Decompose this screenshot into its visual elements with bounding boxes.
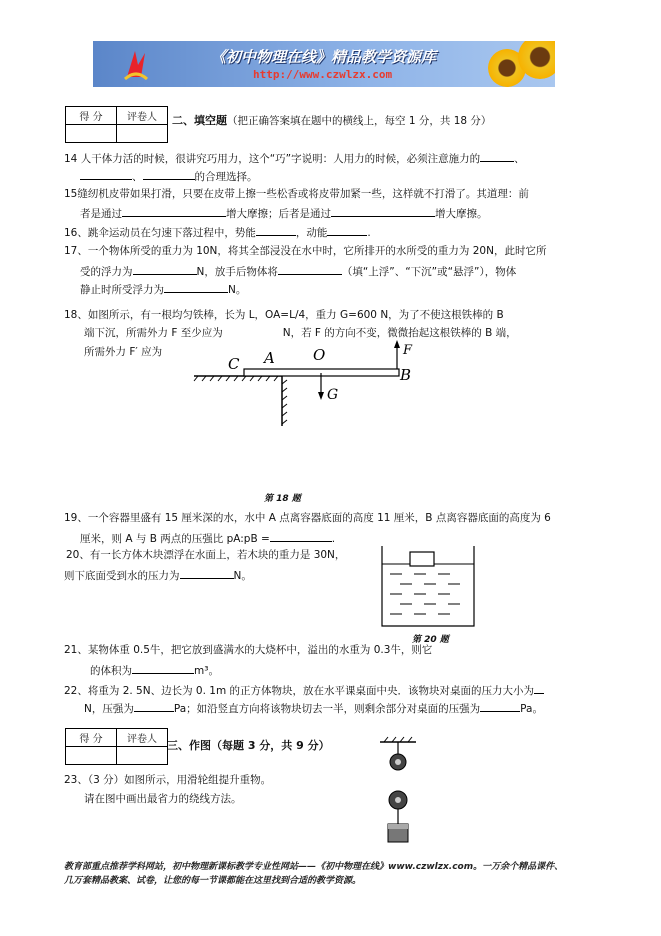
question-20-cont: 则下底面受到水的压力为 N。 [64, 567, 252, 583]
score-label: 得 分 [66, 729, 117, 747]
footer-line-2: 几万套精品教案、试卷，让您的每一节课都能在这里找到合适的教学资源。 [64, 876, 362, 886]
score-cell[interactable] [66, 747, 117, 765]
answer-blank[interactable] [270, 530, 332, 542]
banner-title: 《初中物理在线》精品教学资源库 [211, 48, 437, 66]
section-2-header [172, 112, 491, 128]
score-table [65, 728, 168, 765]
figure-18-caption: 第 18 题 [264, 494, 301, 504]
question-19-cont: 厘米，则 A 与 B 两点的压强比 pA:pB = . [80, 530, 335, 546]
label-a: A [264, 349, 275, 367]
answer-blank[interactable] [134, 700, 174, 712]
question-21: 21、某物体重 0.5牛，把它放到盛满水的大烧杯中，溢出的水重为 0.3牛，则它 [64, 644, 433, 656]
question-14: 14 人干体力活的时候，很讲究巧用力，这个“巧”字说明：人用力的时候，必须注意施力的 、 [64, 150, 525, 166]
label-b: B [400, 366, 412, 384]
label-o: O [313, 346, 326, 364]
question-19: 19、一个容器里盛有 15 厘米深的水，水中 A 点离容器底面的高度 11 厘米，B 点离容器底面的高度为 6 [64, 512, 551, 524]
question-15-cont: 者是通过 增大摩擦；后者是通过 增大摩擦。 [80, 205, 488, 221]
score-cell[interactable] [66, 125, 117, 143]
question-14-cont: 、 的合理选择。 [80, 168, 258, 184]
pulley-figure [376, 736, 426, 848]
section-2-note: （把正确答案填在题中的横线上，每空 1 分，共 18 分） [227, 115, 492, 127]
answer-blank[interactable] [80, 168, 132, 180]
banner-url[interactable]: http://www.czwlzx.com [253, 68, 393, 81]
label-g: G [327, 387, 339, 403]
grader-cell[interactable] [117, 747, 168, 765]
label-f: F [403, 343, 413, 358]
question-17-cont: 受的浮力为 N，放手后物体将 （填“上浮”、“下沉”或“悬浮”），物体 [80, 263, 516, 279]
footer-line-1: 教育部重点推荐学科网站，初中物理新课标教学专业性网站——《初中物理在线》www.czwlzx.com。一万余个精品课件、 [64, 862, 564, 872]
answer-blank[interactable] [143, 168, 195, 180]
section-3-header [167, 737, 330, 753]
answer-blank[interactable] [180, 567, 234, 579]
question-23-cont: 请在图中画出最省力的绕线方法。 [84, 793, 242, 805]
grader-cell[interactable] [117, 125, 168, 143]
lever-figure [192, 336, 422, 428]
question-17-cont2: 静止时所受浮力为 N。 [80, 281, 246, 297]
answer-blank[interactable] [278, 263, 342, 275]
answer-blank[interactable] [133, 263, 197, 275]
floating-block-figure [380, 544, 476, 628]
answer-blank[interactable] [122, 205, 226, 217]
answer-blank[interactable] [132, 662, 194, 674]
logo-icon [123, 47, 149, 81]
answer-blank[interactable] [480, 150, 514, 162]
question-18-cont2: 所需外力 F′ 应为 [84, 346, 163, 358]
section-2-heading: 二、填空题 [172, 114, 227, 127]
question-20: 20、有一长方体木块漂浮在水面上，若木块的重力是 30N， [66, 549, 346, 561]
question-23: 23、（3 分）如图所示，用滑轮组提升重物。 [64, 774, 272, 786]
grader-label: 评卷人 [117, 729, 168, 747]
question-17: 17、一个物体所受的重力为 10N，将其全部浸没在水中时，它所排开的水所受的重力为 20N，此时它所 [64, 245, 547, 257]
answer-blank[interactable] [256, 224, 296, 236]
grader-label: 评卷人 [117, 107, 168, 125]
question-22: 22、将重为 2. 5N、边长为 0. 1m 的正方体物块，放在水平课桌面中央．该物块对桌面的压力大小为 [64, 682, 544, 698]
header-banner [93, 41, 555, 87]
score-table [65, 106, 168, 143]
question-16: 16、跳伞运动员在匀速下落过程中，势能 ，动能 . [64, 224, 371, 240]
page-footer [64, 860, 624, 888]
question-18-cont: 端下沉，所需外力 F 至少应为 N，若 F 的方向不变，微微抬起这根铁棒的 B 端， [84, 327, 517, 339]
answer-blank[interactable] [331, 205, 435, 217]
question-15: 15缝纫机皮带如果打滑，只要在皮带上擦一些松香或将皮带加紧一些，这样就不打滑了。其道理：前 [64, 188, 529, 200]
section-3-heading: 三、作图（每题 3 分，共 9 分） [167, 739, 330, 752]
question-22-cont: N，压强为 Pa；如沿竖直方向将该物块切去一半，则剩余部分对桌面的压强为 Pa。 [84, 700, 543, 716]
answer-blank[interactable] [327, 224, 367, 236]
answer-blank[interactable] [164, 281, 228, 293]
answer-blank[interactable] [534, 682, 544, 694]
score-label: 得 分 [66, 107, 117, 125]
question-21-cont: 的体积为 m³。 [90, 662, 219, 678]
q14-text: 14 人干体力活的时候，很讲究巧用力，这个“巧”字说明：人用力的时候，必须注意施力的 [64, 153, 481, 165]
answer-blank[interactable] [480, 700, 520, 712]
question-18: 18、如图所示，有一根均匀铁棒，长为 L，OA=L/4，重力 G=600 N，为了不使这根铁棒的 B [64, 309, 504, 321]
label-c: C [228, 355, 240, 373]
figure-20-caption: 第 20 题 [412, 635, 449, 645]
